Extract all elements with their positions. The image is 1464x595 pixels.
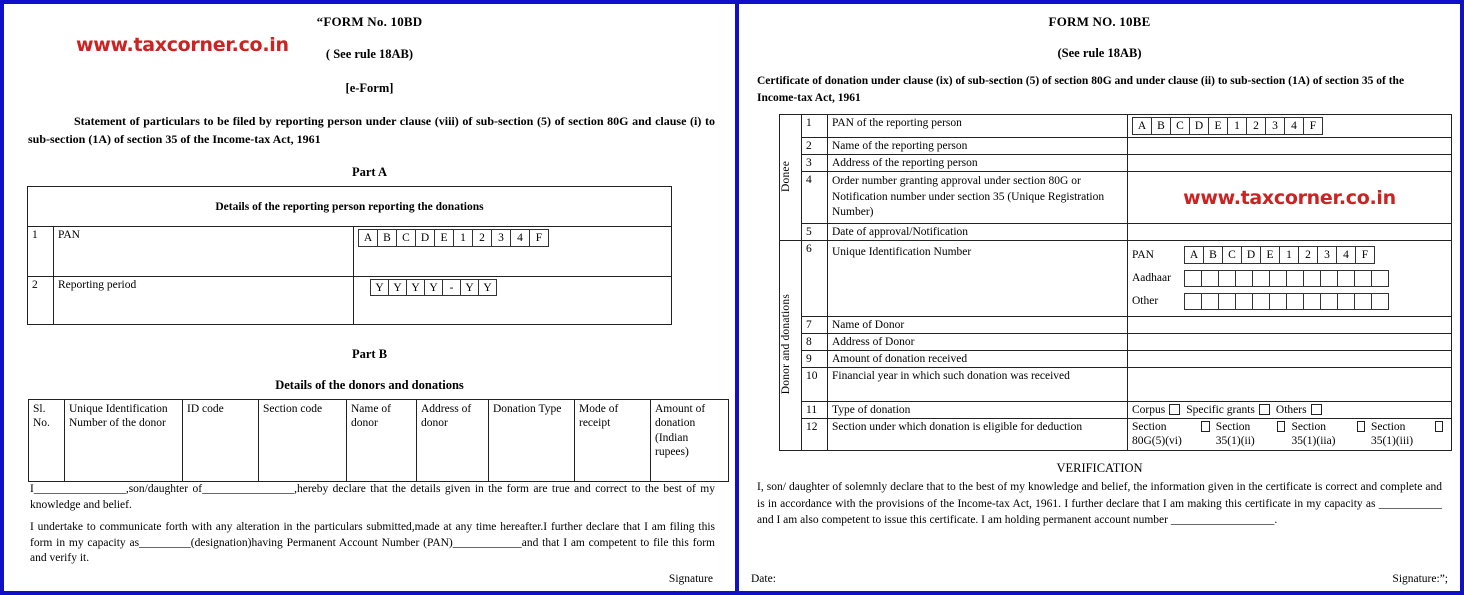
other-char-box[interactable] bbox=[1269, 293, 1287, 310]
other-char-box[interactable] bbox=[1354, 293, 1372, 310]
form-10be-rule: (See rule 18AB) bbox=[1057, 46, 1142, 60]
aadhaar-char-box[interactable] bbox=[1371, 270, 1389, 287]
option-corpus[interactable] bbox=[1132, 404, 1184, 416]
pan-char-box[interactable]: 2 bbox=[472, 229, 492, 247]
row-number: 2 bbox=[802, 138, 828, 155]
row-number: 11 bbox=[802, 401, 828, 418]
option-specific-grants[interactable] bbox=[1186, 404, 1274, 416]
pan-char-box[interactable]: C bbox=[1170, 117, 1190, 135]
option-section-35-1-iia[interactable] bbox=[1291, 421, 1368, 449]
pan-char-box[interactable]: E bbox=[1208, 117, 1228, 135]
other-char-box[interactable] bbox=[1184, 293, 1202, 310]
watermark-taxcorner-left: www.taxcorner.co.in bbox=[76, 34, 289, 56]
row-label: PAN of the reporting person bbox=[828, 115, 1128, 138]
value-field-financial-year[interactable] bbox=[1128, 367, 1452, 401]
pan-char-box[interactable]: F bbox=[529, 229, 549, 247]
reporting-period-input-boxes[interactable] bbox=[370, 279, 497, 296]
checkbox-others[interactable] bbox=[1311, 404, 1322, 415]
other-char-box[interactable] bbox=[1201, 293, 1219, 310]
row-number: 8 bbox=[802, 333, 828, 350]
table-row bbox=[28, 187, 672, 227]
form-10bd-page bbox=[4, 4, 735, 591]
other-char-box[interactable] bbox=[1320, 293, 1338, 310]
period-char-box[interactable]: Y bbox=[406, 279, 425, 296]
option-others[interactable] bbox=[1276, 404, 1326, 416]
row-label: Reporting period bbox=[54, 277, 354, 325]
pan-char-box[interactable]: F bbox=[1303, 117, 1323, 135]
unique-identification-number-cell bbox=[1128, 240, 1452, 316]
row-number: 10 bbox=[802, 367, 828, 401]
group-label-donor-and-donations: Donor and donations bbox=[780, 240, 802, 451]
aadhaar-char-box[interactable] bbox=[1354, 270, 1372, 287]
aadhaar-char-box[interactable] bbox=[1286, 270, 1304, 287]
form-10be-table bbox=[779, 114, 1452, 451]
option-label: Section 80G(5)(vi) bbox=[1132, 420, 1182, 447]
pan-char-box[interactable]: A bbox=[1132, 117, 1152, 135]
uid-other-input-boxes[interactable] bbox=[1184, 293, 1389, 310]
row-label: Financial year in which such donation was received bbox=[828, 367, 1128, 401]
value-field-name-reporting-person[interactable] bbox=[1128, 138, 1452, 155]
pan-char-box[interactable]: 4 bbox=[1336, 246, 1356, 264]
option-section-35-1-iii[interactable] bbox=[1371, 421, 1447, 449]
pan-char-box[interactable]: 3 bbox=[1317, 246, 1337, 264]
group-label-donee: Donee bbox=[780, 115, 802, 241]
option-label: Others bbox=[1275, 403, 1307, 416]
aadhaar-char-box[interactable] bbox=[1337, 270, 1355, 287]
verification-text: I, son/ daughter of solemnly declare that to the best of my knowledge and belief, the information given in the certificate is correct and complete and is in accordance with the provisions of the Income-tax Act, 1961. I further declare that I am making this certificate in my capacity as ___________ and I am also competent to issue this certificate. I am holding permanent account number __________________. bbox=[757, 481, 1442, 526]
uid-other-row bbox=[1132, 293, 1447, 310]
table-row bbox=[28, 277, 672, 325]
row-number: 3 bbox=[802, 155, 828, 172]
option-label: Specific grants bbox=[1186, 403, 1255, 416]
pan-char-box[interactable]: B bbox=[377, 229, 397, 247]
reporting-period-cell bbox=[354, 277, 672, 325]
declaration-paragraph-1: I________________,son/daughter of________________,hereby declare that the details given in the form are true and correct to the best of my knowledge and belief. bbox=[30, 483, 715, 511]
donation-type-options bbox=[1128, 401, 1452, 418]
table-row bbox=[780, 240, 1452, 316]
value-field-address-donor[interactable] bbox=[1128, 333, 1452, 350]
signature-label-left: Signature bbox=[668, 573, 713, 585]
pan-char-box[interactable]: F bbox=[1355, 246, 1375, 264]
pan-char-box[interactable]: A bbox=[1184, 246, 1204, 264]
row-number: 1 bbox=[28, 227, 54, 277]
period-char-box[interactable]: Y bbox=[388, 279, 407, 296]
part-a-table bbox=[27, 186, 672, 325]
pan-input-boxes[interactable] bbox=[358, 229, 549, 247]
row-number: 1 bbox=[802, 115, 828, 138]
row-label: Name of Donor bbox=[828, 316, 1128, 333]
other-char-box[interactable] bbox=[1337, 293, 1355, 310]
row-number: 12 bbox=[802, 418, 828, 451]
option-label: Section 35(1)(iia) bbox=[1291, 420, 1336, 447]
row-number: 7 bbox=[802, 316, 828, 333]
col-header-id-code: ID code bbox=[183, 400, 259, 482]
pan-char-box[interactable]: B bbox=[1151, 117, 1171, 135]
table-row bbox=[780, 401, 1452, 418]
form-10be-certificate-text: Certificate of donation under clause (ix) of sub-section (5) of section 80G and under clause (ii) to sub-section (1A) of section 35 of the Income-tax Act, 1961 bbox=[757, 75, 1405, 104]
col-header-name-donor: Name of donor bbox=[347, 400, 417, 482]
option-label: Section 35(1)(ii) bbox=[1215, 420, 1255, 447]
row-label: Address of the reporting person bbox=[828, 155, 1128, 172]
row-number: 2 bbox=[28, 277, 54, 325]
table-row bbox=[780, 333, 1452, 350]
option-section-35-1-ii[interactable] bbox=[1216, 421, 1290, 449]
period-char-box[interactable]: Y bbox=[478, 279, 497, 296]
row-label: Unique Identification Number bbox=[828, 240, 1128, 316]
checkbox-section-35-1-ii[interactable] bbox=[1277, 421, 1285, 432]
pan-char-box[interactable]: E bbox=[434, 229, 454, 247]
col-header-mode-receipt: Mode of receipt bbox=[575, 400, 651, 482]
form-10be-page bbox=[739, 4, 1460, 591]
aadhaar-char-box[interactable] bbox=[1269, 270, 1287, 287]
aadhaar-char-box[interactable] bbox=[1320, 270, 1338, 287]
table-row bbox=[780, 138, 1452, 155]
checkbox-specific-grants[interactable] bbox=[1259, 404, 1270, 415]
verification-title: VERIFICATION bbox=[1056, 461, 1143, 476]
row-number: 9 bbox=[802, 350, 828, 367]
table-row bbox=[780, 223, 1452, 240]
date-label: Date: bbox=[751, 573, 776, 585]
row-label: Order number granting approval under section 80G or Notification number under section 35 (Unique Registration Number) bbox=[828, 172, 1128, 224]
col-header-address-donor: Address of donor bbox=[417, 400, 489, 482]
row-label: PAN bbox=[54, 227, 354, 277]
table-row bbox=[780, 316, 1452, 333]
col-header-uid: Unique Identification Number of the donor bbox=[65, 400, 183, 482]
col-header-sl-no: Sl. No. bbox=[29, 400, 65, 482]
part-b-subtitle: Details of the donors and donations bbox=[275, 378, 464, 392]
part-b-table bbox=[28, 399, 729, 482]
deduction-section-options bbox=[1128, 418, 1452, 451]
aadhaar-char-box[interactable] bbox=[1184, 270, 1202, 287]
pan-char-box[interactable]: 1 bbox=[1279, 246, 1299, 264]
pan-char-box[interactable]: 2 bbox=[1298, 246, 1318, 264]
pan-char-box[interactable]: D bbox=[1189, 117, 1209, 135]
pan-char-box[interactable]: D bbox=[415, 229, 435, 247]
col-header-section-code: Section code bbox=[259, 400, 347, 482]
pan-char-box[interactable]: A bbox=[358, 229, 378, 247]
aadhaar-char-box[interactable] bbox=[1235, 270, 1253, 287]
other-char-box[interactable] bbox=[1252, 293, 1270, 310]
option-label: Section 35(1)(iii) bbox=[1370, 420, 1414, 447]
watermark-taxcorner-right: www.taxcorner.co.in bbox=[1183, 186, 1396, 209]
pan-boxes-cell bbox=[354, 227, 672, 277]
footer-row bbox=[751, 573, 1448, 585]
table-header-row bbox=[29, 400, 729, 482]
value-field-date-approval[interactable] bbox=[1128, 223, 1452, 240]
uid-pan-input-boxes[interactable] bbox=[1184, 246, 1375, 264]
table-row bbox=[780, 350, 1452, 367]
row-label: Amount of donation received bbox=[828, 350, 1128, 367]
col-header-amount: Amount of donation (Indian rupees) bbox=[651, 400, 729, 482]
uid-aadhaar-input-boxes[interactable] bbox=[1184, 270, 1389, 287]
aadhaar-char-box[interactable] bbox=[1201, 270, 1219, 287]
table-row bbox=[780, 367, 1452, 401]
pan-input-boxes[interactable] bbox=[1132, 117, 1323, 135]
row-label: Type of donation bbox=[828, 401, 1128, 418]
pan-char-box[interactable]: D bbox=[1241, 246, 1261, 264]
table-row bbox=[780, 418, 1452, 451]
pan-char-box[interactable]: 1 bbox=[1227, 117, 1247, 135]
aadhaar-char-box[interactable] bbox=[1218, 270, 1236, 287]
row-label: Section under which donation is eligible for deduction bbox=[828, 418, 1128, 451]
form-10bd-eform: [e-Form] bbox=[345, 81, 394, 95]
table-row bbox=[780, 115, 1452, 138]
part-a-label: Part A bbox=[351, 165, 388, 179]
form-10bd-statement: Statement of particulars to be filed by reporting person under clause (viii) of sub-section (5) of section 80G and clause (i) to sub-section (1A) of section 35 of the Income-tax Act, 1961 bbox=[28, 114, 715, 146]
pan-char-box[interactable]: C bbox=[396, 229, 416, 247]
option-label: Corpus bbox=[1132, 403, 1166, 416]
checkbox-section-35-1-iii[interactable] bbox=[1435, 421, 1443, 432]
row-label: Address of Donor bbox=[828, 333, 1128, 350]
table-row bbox=[28, 227, 672, 277]
form-10bd-title: “FORM No. 10BD bbox=[316, 14, 423, 29]
pan-reporting-person-cell bbox=[1128, 115, 1452, 138]
row-number: 4 bbox=[802, 172, 828, 224]
uid-pan-label: PAN bbox=[1132, 248, 1154, 261]
uid-aadhaar-label: Aadhaar bbox=[1132, 272, 1171, 285]
part-a-header: Details of the reporting person reporting the donations bbox=[28, 187, 672, 227]
period-char-box[interactable]: Y bbox=[424, 279, 443, 296]
pan-char-box[interactable]: C bbox=[1222, 246, 1242, 264]
period-char-box[interactable]: Y bbox=[370, 279, 389, 296]
col-header-donation-type: Donation Type bbox=[489, 400, 575, 482]
option-section-80g5vi[interactable] bbox=[1132, 421, 1214, 449]
other-char-box[interactable] bbox=[1371, 293, 1389, 310]
uid-pan-row bbox=[1132, 246, 1447, 264]
declaration-block bbox=[30, 482, 715, 574]
table-row bbox=[780, 155, 1452, 172]
value-field-name-donor[interactable] bbox=[1128, 316, 1452, 333]
uid-aadhaar-row bbox=[1132, 270, 1447, 287]
other-char-box[interactable] bbox=[1218, 293, 1236, 310]
value-field-address-reporting-person[interactable] bbox=[1128, 155, 1452, 172]
other-char-box[interactable] bbox=[1303, 293, 1321, 310]
value-field-amount-donation[interactable] bbox=[1128, 350, 1452, 367]
aadhaar-char-box[interactable] bbox=[1303, 270, 1321, 287]
aadhaar-char-box[interactable] bbox=[1252, 270, 1270, 287]
checkbox-section-80g5vi[interactable] bbox=[1201, 421, 1209, 432]
signature-label-right: Signature:”; bbox=[1392, 573, 1448, 585]
row-label: Name of the reporting person bbox=[828, 138, 1128, 155]
row-number: 5 bbox=[802, 223, 828, 240]
part-b-label: Part B bbox=[351, 347, 388, 361]
period-separator-box: - bbox=[442, 279, 461, 296]
pan-char-box[interactable]: 4 bbox=[1284, 117, 1304, 135]
form-10bd-rule: ( See rule 18AB) bbox=[325, 47, 414, 61]
row-label: Date of approval/Notification bbox=[828, 223, 1128, 240]
declaration-paragraph-2: I undertake to communicate forth with any alteration in the particulars submitted,made at any time hereafter.I further declare that I am filing this form in my capacity as_________(designation)having Permanent Account Number (PAN)____________and that I am competent to file this form and verify it. bbox=[30, 521, 715, 565]
other-char-box[interactable] bbox=[1286, 293, 1304, 310]
table-row bbox=[780, 172, 1452, 224]
period-char-box[interactable]: Y bbox=[460, 279, 479, 296]
pan-char-box[interactable]: 3 bbox=[491, 229, 511, 247]
checkbox-corpus[interactable] bbox=[1169, 404, 1180, 415]
uid-other-label: Other bbox=[1132, 295, 1159, 308]
pan-char-box[interactable]: 1 bbox=[453, 229, 473, 247]
pan-char-box[interactable]: 4 bbox=[510, 229, 530, 247]
other-char-box[interactable] bbox=[1235, 293, 1253, 310]
pan-char-box[interactable]: 2 bbox=[1246, 117, 1266, 135]
checkbox-section-35-1-iia[interactable] bbox=[1357, 421, 1365, 432]
pan-char-box[interactable]: 3 bbox=[1265, 117, 1285, 135]
form-10be-title: FORM NO. 10BE bbox=[1048, 14, 1151, 29]
row-number: 6 bbox=[802, 240, 828, 316]
pan-char-box[interactable]: E bbox=[1260, 246, 1280, 264]
value-field-order-number[interactable] bbox=[1128, 172, 1452, 224]
pan-char-box[interactable]: B bbox=[1203, 246, 1223, 264]
